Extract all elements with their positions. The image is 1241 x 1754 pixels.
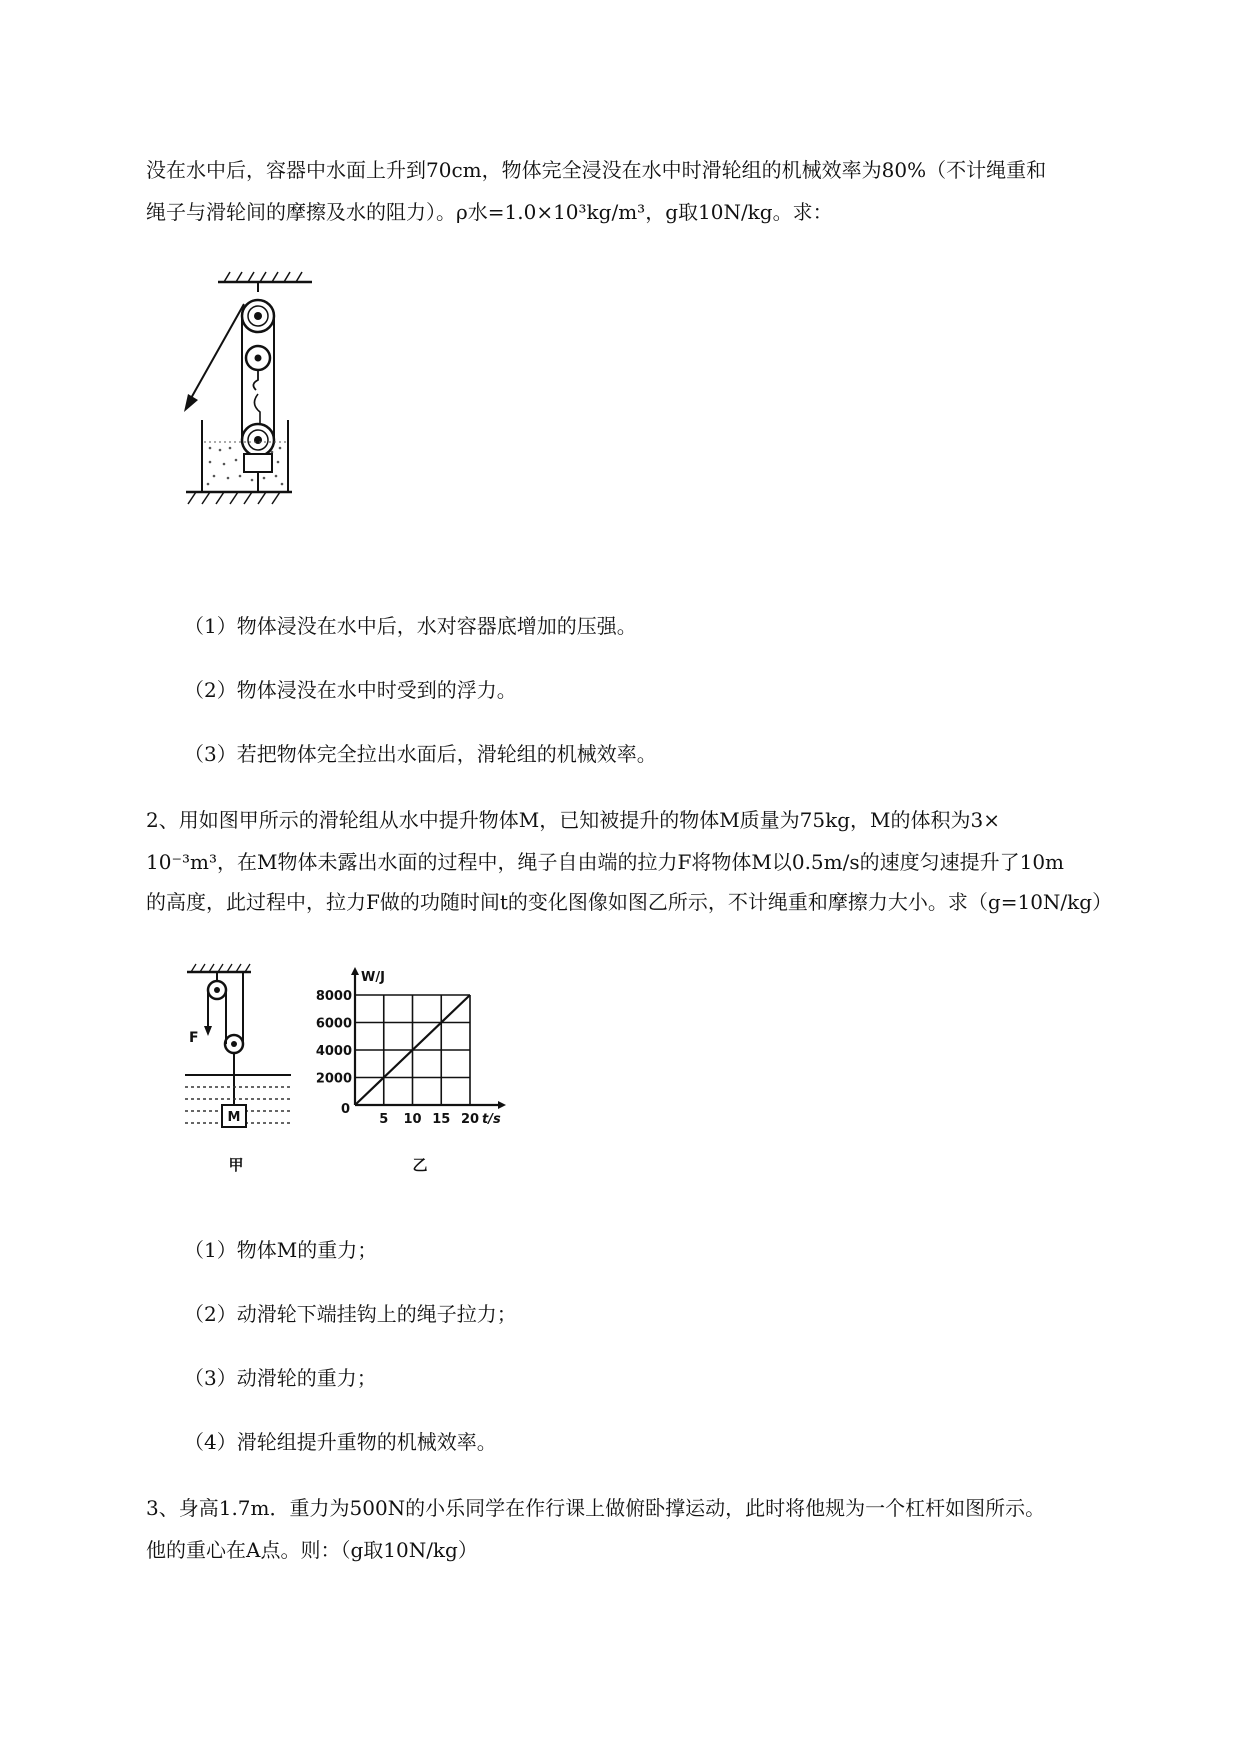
pull-rope [190,304,244,400]
problem2-line3: 的高度，此过程中，拉力F做的功随时间t的变化图像如图乙所示，不计绳重和摩擦力大小。求（g=10N/kg） [146,890,1113,914]
ceiling-hatch [224,272,302,282]
x-tick-label: 15 [432,1112,451,1127]
y-tick-label: 4000 [315,1044,352,1059]
x-axis-label: t/s [482,1112,501,1127]
x-axis-arrow-icon [498,1101,506,1109]
problem3-line2: 他的重心在A点。则：（g取10N/kg） [146,1538,478,1562]
y-axis-arrow-icon [351,967,359,975]
problem2-q4: （4）滑轮组提升重物的机械效率。 [184,1430,497,1454]
problem1-q1: （1）物体浸没在水中后，水对容器底增加的压强。 [184,614,637,638]
work-time-chart [300,960,560,1185]
force-arrow-icon [204,1026,212,1036]
figure-jia-caption: 甲 [228,1156,244,1174]
ground-hatch [188,492,280,504]
x-tick-label: 20 [460,1112,480,1127]
submerged-object [244,454,272,472]
problem2-q2: （2）动滑轮下端挂钩上的绳子拉力； [184,1302,517,1326]
problem2-line1: 2、用如图甲所示的滑轮组从水中提升物体M，已知被提升的物体M质量为75kg，M的体积为3× [146,808,1001,832]
pull-arrow-icon [184,394,198,412]
problem2-line2: 10⁻³m³，在M物体未露出水面的过程中，绳子自由端的拉力F将物体M以0.5m/s的速度匀速提升了10m [146,850,1065,874]
problem2-q3: （3）动滑轮的重力； [184,1366,377,1390]
pulley-container-figure [180,270,330,570]
mass-label: M [227,1110,241,1125]
problem2-q1: （1）物体M的重力； [184,1238,378,1262]
y-tick-label: 6000 [315,1016,352,1032]
x-tick-label: 10 [403,1112,422,1127]
y-tick-label: 8000 [315,989,352,1004]
problem1-q3: （3）若把物体完全拉出水面后，滑轮组的机械效率。 [184,742,657,766]
y-axis-label: W/J [361,970,385,985]
problem3-line1: 3、身高1.7m．重力为500N的小乐同学在作行课上做俯卧撑运动，此时将他规为一个杠杆如图所示。 [146,1496,1046,1520]
y-tick-label: 2000 [315,1071,352,1087]
force-label: F [189,1030,199,1046]
x-tick-label: 5 [379,1112,389,1127]
problem1-line2: 绳子与滑轮间的摩擦及水的阻力）。ρ水=1.0×10³kg/m³，g取10N/kg。求： [146,200,833,224]
figure-jia [185,960,295,1180]
problem1-line1: 没在水中后，容器中水面上升到70cm，物体完全浸没在水中时滑轮组的机械效率为80%（不计绳重和 [146,158,1047,182]
figure-yi-caption: 乙 [412,1156,428,1174]
origin-label: 0 [341,1102,351,1117]
problem1-q2: （2）物体浸没在水中时受到的浮力。 [184,678,517,702]
